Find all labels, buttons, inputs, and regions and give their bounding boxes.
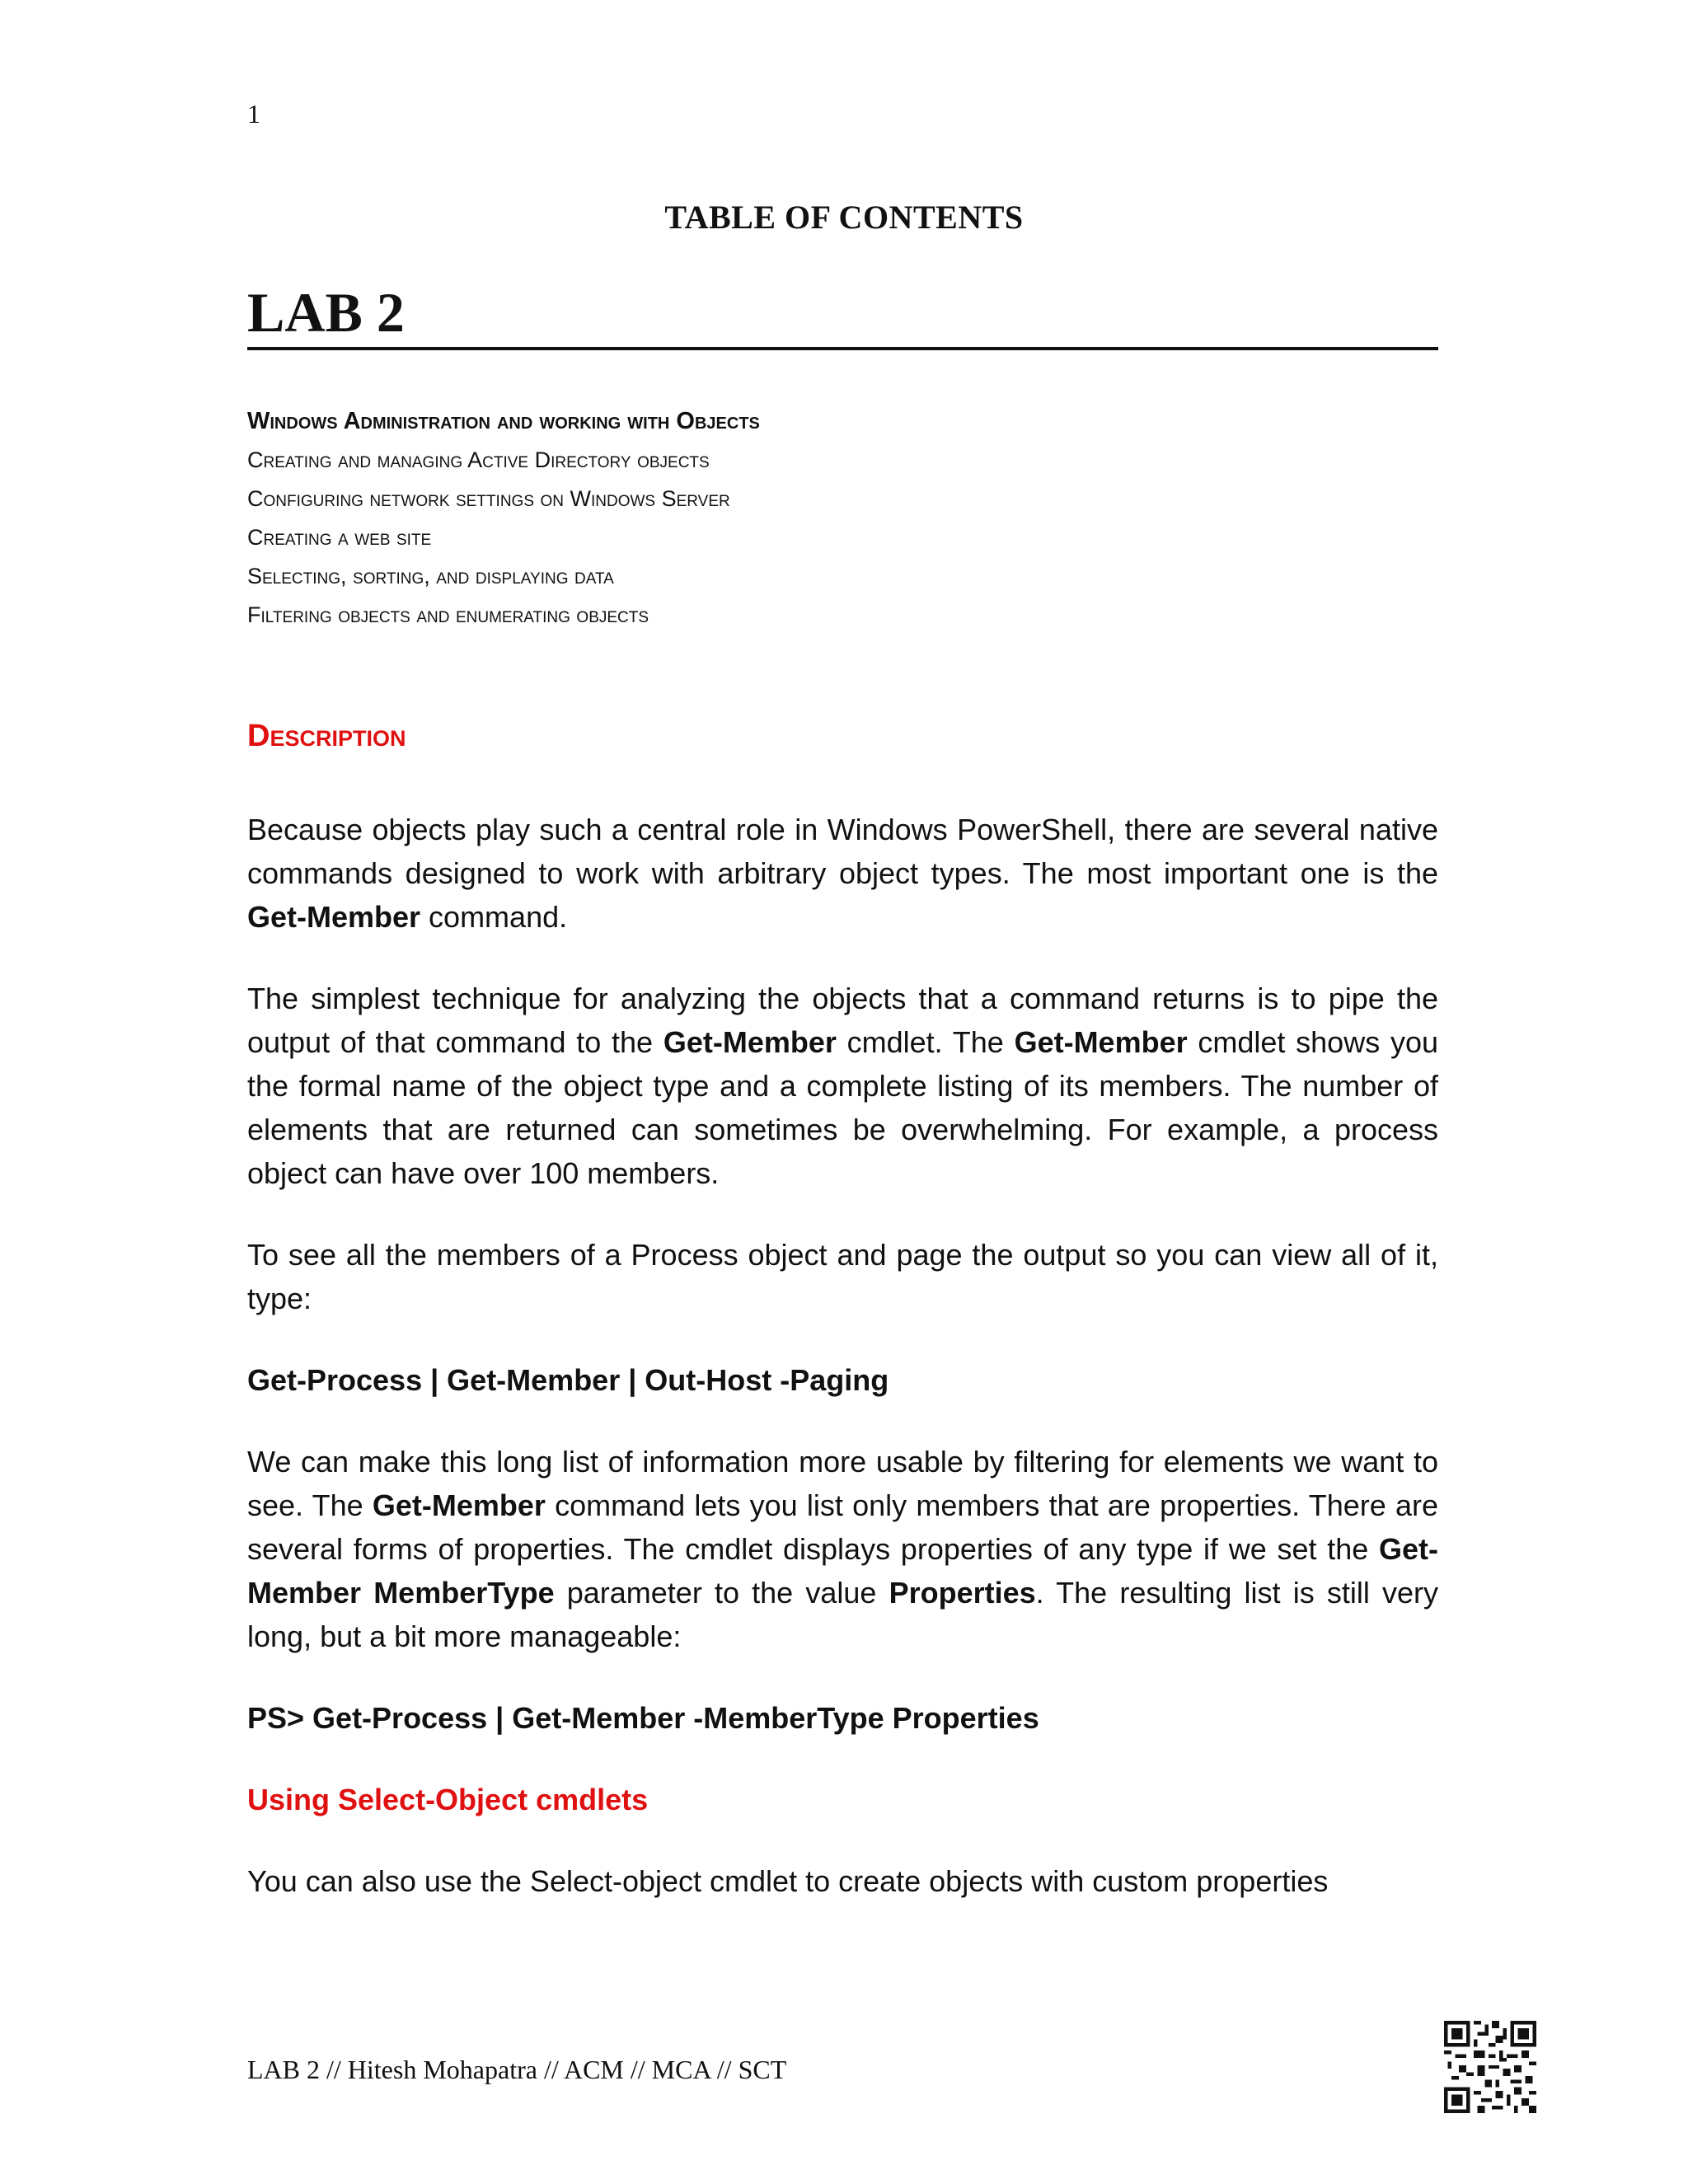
footer: LAB 2 // Hitesh Mohapatra // ACM // MCA // SCT [247,2055,787,2084]
bold-text: Get-Member [1014,1025,1188,1059]
paragraph [247,1440,1438,1658]
text-run: . The resulting list is still very long, but a bit more manageable: [247,1576,1439,1653]
text-run: The simplest technique for analyzing the objects that a command returns is to pipe the output of that command to the [247,982,1438,1059]
command-line: PS> Get-Process | Get-Member -MemberType Properties [247,1701,1039,1735]
qr-code-icon [1444,2021,1536,2113]
page-number: 1 [247,99,260,129]
toc-item: Creating a web site [247,525,432,550]
toc-title: TABLE OF CONTENTS [664,199,1024,236]
description-heading: Description [247,719,406,753]
command-line: Get-Process | Get-Member | Out-Host -Paging [247,1363,889,1397]
bold-text: Properties [889,1576,1036,1610]
text-run: command lets you list only members that are properties. There are several forms of properties. The cmdlet displays properties of any type if we set the [247,1488,1438,1566]
bold-text: Get-Member MemberType [247,1532,1438,1610]
bold-text: Get-Member [372,1488,546,1522]
text-run: We can make this long list of information more usable by filtering for elements we want to see. The [247,1445,1438,1522]
toc-item: Filtering objects and enumerating objects [247,602,649,627]
section-subheading: Using Select-Object cmdlets [247,1783,649,1816]
body-text [247,808,1438,1941]
text-run: command. [420,900,568,934]
lab-heading: LAB 2 [247,284,1438,350]
toc-item: Configuring network settings on Windows Server [247,486,730,511]
toc-item: Creating and managing Active Directory objects [247,448,710,472]
toc-item: Selecting, sorting, and displaying data [247,564,614,588]
paragraph [247,808,1438,939]
paragraph [247,977,1438,1195]
text-run: cmdlet. The [836,1025,1015,1059]
bold-text: Get-Member [247,900,421,934]
toc-item: Windows Administration and working with Objects [247,408,760,434]
text-run: parameter to the value [554,1576,889,1610]
paragraph: To see all the members of a Process object and page the output so you can view all of it, type: [247,1238,1438,1315]
paragraph: You can also use the Select-object cmdlet to create objects with custom properties [247,1864,1329,1898]
bold-text: Get-Member [663,1025,837,1059]
text-run: Because objects play such a central role in Windows PowerShell, there are several native commands designed to work with arbitrary object types. The most important one is the [247,813,1438,890]
text-run: cmdlet shows you the formal name of the object type and a complete listing of its members. The number of elements that are returned can sometimes be overwhelming. For example, a process object can have over 100 members. [247,1025,1438,1190]
toc-list [247,402,1438,635]
